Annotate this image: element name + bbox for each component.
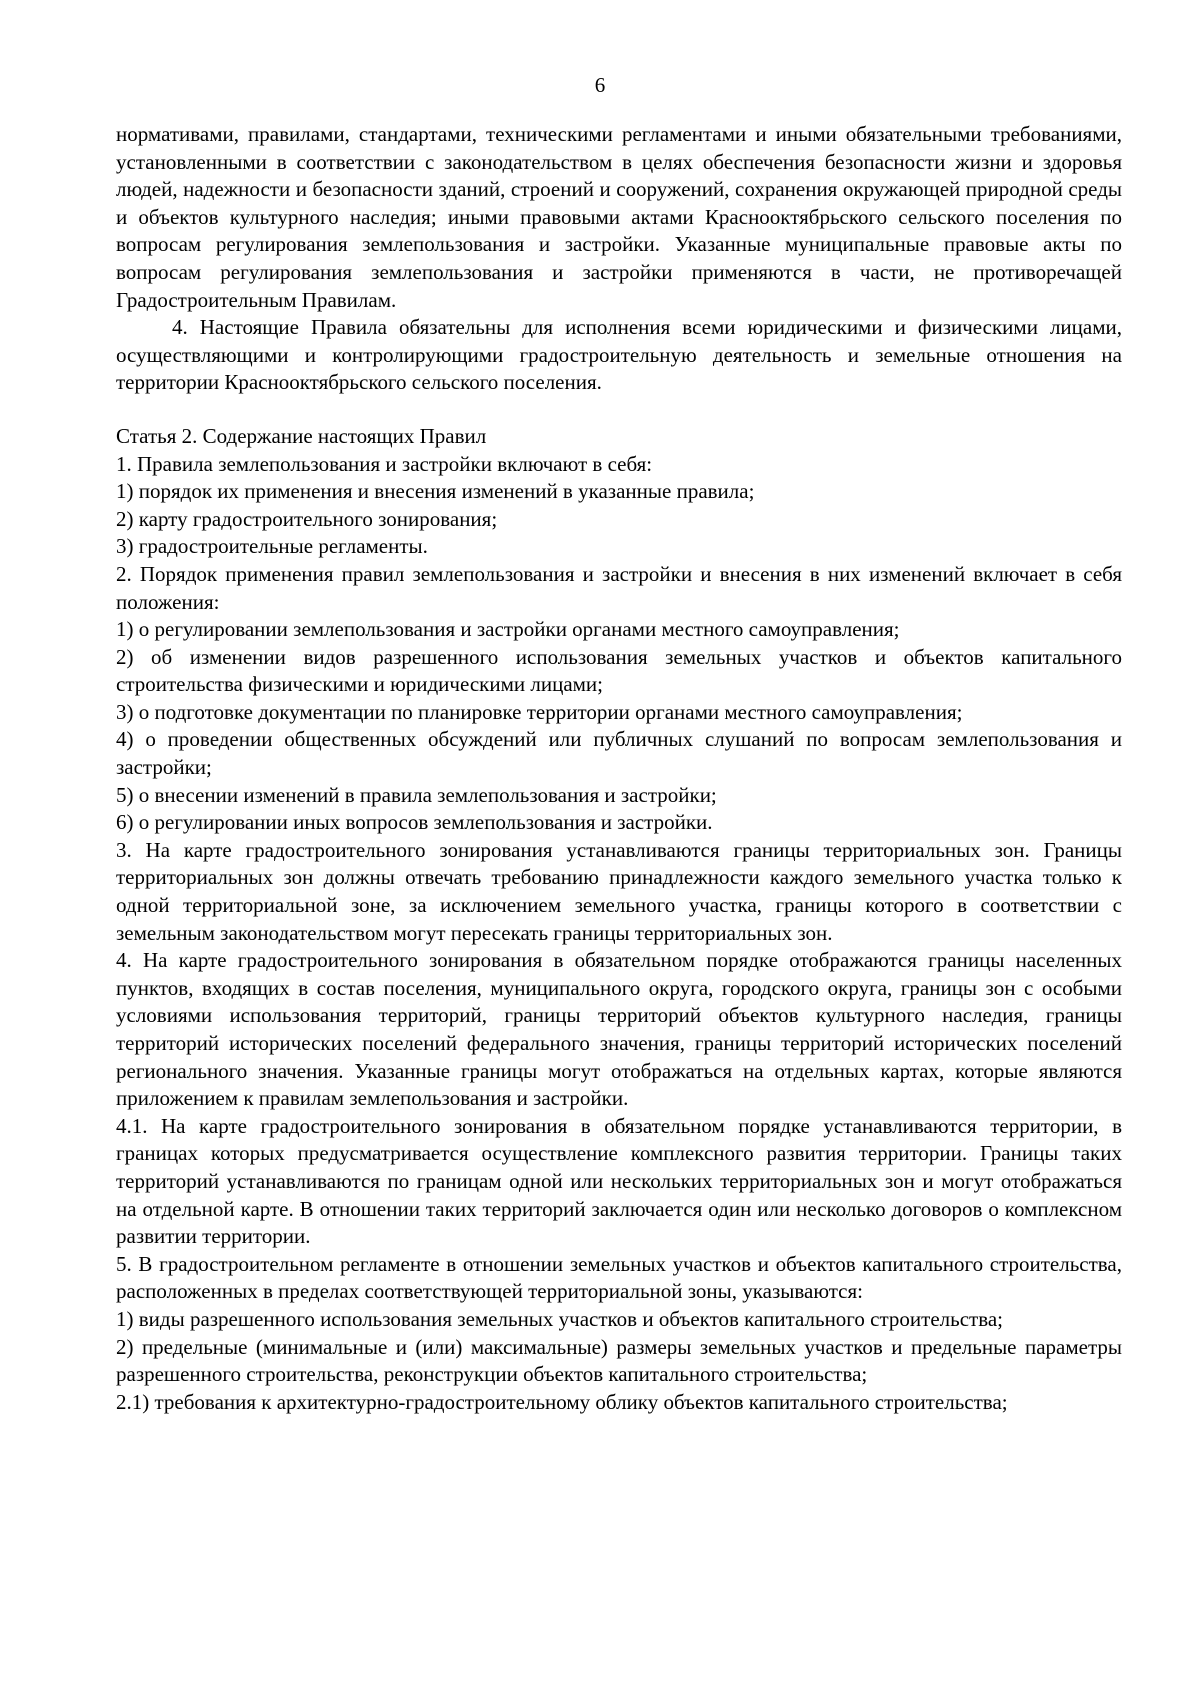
paragraph: 3. На карте градостроительного зонирования устанавливаются границы территориальных зон. Границы территориальных зон должны отвечать требованию принадлежности каждого земельного участка только к одной территориальной зоне, за исключением земельного участка, границы которого в соответствии с земельным законодательством могут пересекать границы территориальных зон. <box>116 837 1122 945</box>
list-item: 1) о регулировании землепользования и застройки органами местного самоуправления; <box>116 617 900 642</box>
list-item: 5) о внесении изменений в правила землепользования и застройки; <box>116 782 717 807</box>
paragraph-continuation: нормативами, правилами, стандартами, техническими регламентами и иными обязательными требованиями, установленными в соответствии с законодательством в целях обеспечения безопасности жизни и здоровья людей, надежности и безопасности зданий, строений и сооружений, сохранения окружающей природной среды и объектов культурного наследия; иными правовыми актами Краснооктябрьского сельского поселения по вопросам регулирования землепользования и застройки. Указанные муниципальные правовые акты по вопросам регулирования землепользования и застройки применяются в части, не противоречащей Градостроительным Правилам. <box>116 122 1122 312</box>
list-item: 6) о регулировании иных вопросов землепользования и застройки. <box>116 810 713 835</box>
paragraph: 4.1. На карте градостроительного зонирования в обязательном порядке устанавливаются территории, в границах которых предусматривается осуществление комплексного развития территории. Границы таких территорий устанавливаются по границам одной или нескольких территориальных зон и могут отображаться на отдельной карте. В отношении таких территорий заключается один или несколько договоров о комплексном развитии территории. <box>116 1113 1122 1249</box>
paragraph: 2. Порядок применения правил землепользования и застройки и внесения в них изменений включает в себя положения: <box>116 561 1122 614</box>
list-item: 2) об изменении видов разрешенного использования земельных участков и объектов капитального строительства физическими и юридическими лицами; <box>116 644 1122 697</box>
list-item: 1) порядок их применения и внесения изменений в указанные правила; <box>116 479 755 504</box>
article-heading: Статья 2. Содержание настоящих Правил <box>116 423 487 448</box>
paragraph-item-4: 4. Настоящие Правила обязательны для исполнения всеми юридическими и физическими лицами, осуществляющими и контролирующими градостроительную деятельность и земельные отношения на территории Краснооктябрьского сельского поселения. <box>116 315 1122 395</box>
list-item: 4) о проведении общественных обсуждений или публичных слушаний по вопросам землепользования и застройки; <box>116 727 1122 780</box>
document-body <box>116 121 1122 1416</box>
page-number: 6 <box>594 73 606 97</box>
paragraph: 5. В градостроительном регламенте в отношении земельных участков и объектов капитального строительства, расположенных в пределах соответствующей территориальной зоны, указываются: <box>116 1251 1122 1304</box>
list-item: 3) о подготовке документации по планировке территории органами местного самоуправления; <box>116 699 963 724</box>
list-item: 2.1) требования к архитектурно-градостроительному облику объектов капитального строительства; <box>116 1389 1008 1414</box>
paragraph: 4. На карте градостроительного зонирования в обязательном порядке отображаются границы населенных пунктов, входящих в состав поселения, муниципального округа, городского округа, границы зон с особыми условиями использования территорий, границы территорий объектов культурного наследия, границы территорий исторических поселений федерального значения, границы территорий исторических поселений регионального значения. Указанные границы могут отображаться на отдельных картах, которые являются приложением к правилам землепользования и застройки. <box>116 948 1122 1111</box>
list-item: 1) виды разрешенного использования земельных участков и объектов капитального строительства; <box>116 1306 1003 1331</box>
list-item: 3) градостроительные регламенты. <box>116 534 428 559</box>
list-item: 2) предельные (минимальные и (или) максимальные) размеры земельных участков и предельные параметры разрешенного строительства, реконструкции объектов капитального строительства; <box>116 1334 1122 1387</box>
list-item: 2) карту градостроительного зонирования; <box>116 506 498 531</box>
paragraph: 1. Правила землепользования и застройки включают в себя: <box>116 451 653 476</box>
